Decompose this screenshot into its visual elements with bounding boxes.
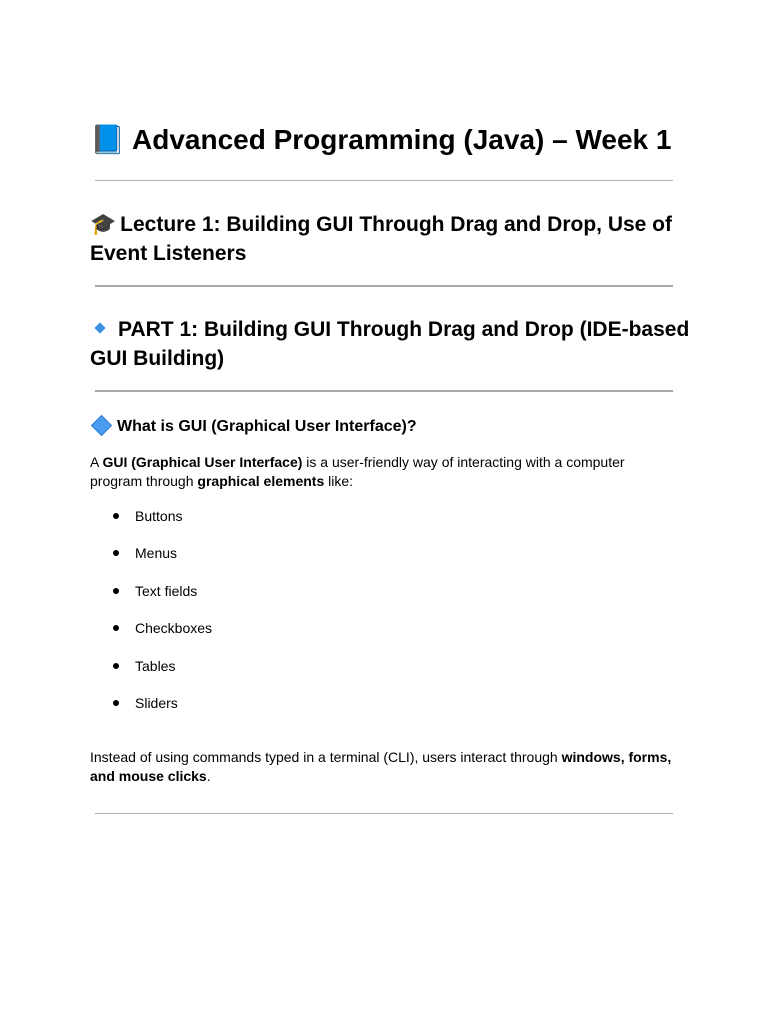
list-item-label: Text fields [135,582,198,599]
blue-book-icon: 📘 [90,124,125,155]
lecture-heading-text: Lecture 1: Building GUI Through Drag and Drop, Use of Event Listeners [90,213,673,265]
outro-text: . [206,768,211,784]
section-heading [90,416,417,438]
part-heading [90,315,690,373]
outro-paragraph [90,748,680,786]
list-item-label: Checkboxes [135,620,213,637]
list-item-label: Tables [135,657,176,674]
large-blue-diamond-icon [91,415,112,436]
bullet-icon [113,550,119,556]
bullet-icon [113,625,119,631]
outro-bold: windows, forms, and mouse clicks [90,749,672,784]
section-heading-text: What is GUI (Graphical User Interface)? [117,418,417,435]
list-item-label: Menus [135,545,178,562]
intro-text: like: [324,473,354,489]
outro-text: Instead of using commands typed in a terminal (CLI), users interact through [90,749,562,765]
list-item-label: Sliders [135,694,178,711]
page-title [90,120,671,160]
intro-paragraph [90,453,680,491]
intro-text: is a user-friendly way of interacting with a computer program through [90,454,625,489]
divider [95,390,673,392]
intro-bold-elements: graphical elements [197,473,325,489]
bullet-icon [113,588,119,594]
bullet-icon [113,513,119,519]
bullet-icon [113,663,119,669]
divider [95,813,673,814]
small-blue-diamond-icon [94,323,105,334]
intro-text: A [90,454,103,470]
list-item-label: Buttons [135,508,183,524]
part-heading-text: PART 1: Building GUI Through Drag and Drop (IDE-based GUI Building) [90,318,690,370]
graduation-cap-icon: 🎓 [90,213,117,236]
bullet-icon [113,700,119,706]
page-title-text: Advanced Programming (Java) – Week 1 [132,124,672,155]
divider [95,285,673,287]
intro-bold-gui: GUI (Graphical User Interface) [102,454,303,470]
lecture-heading [90,210,690,268]
divider [95,180,673,181]
